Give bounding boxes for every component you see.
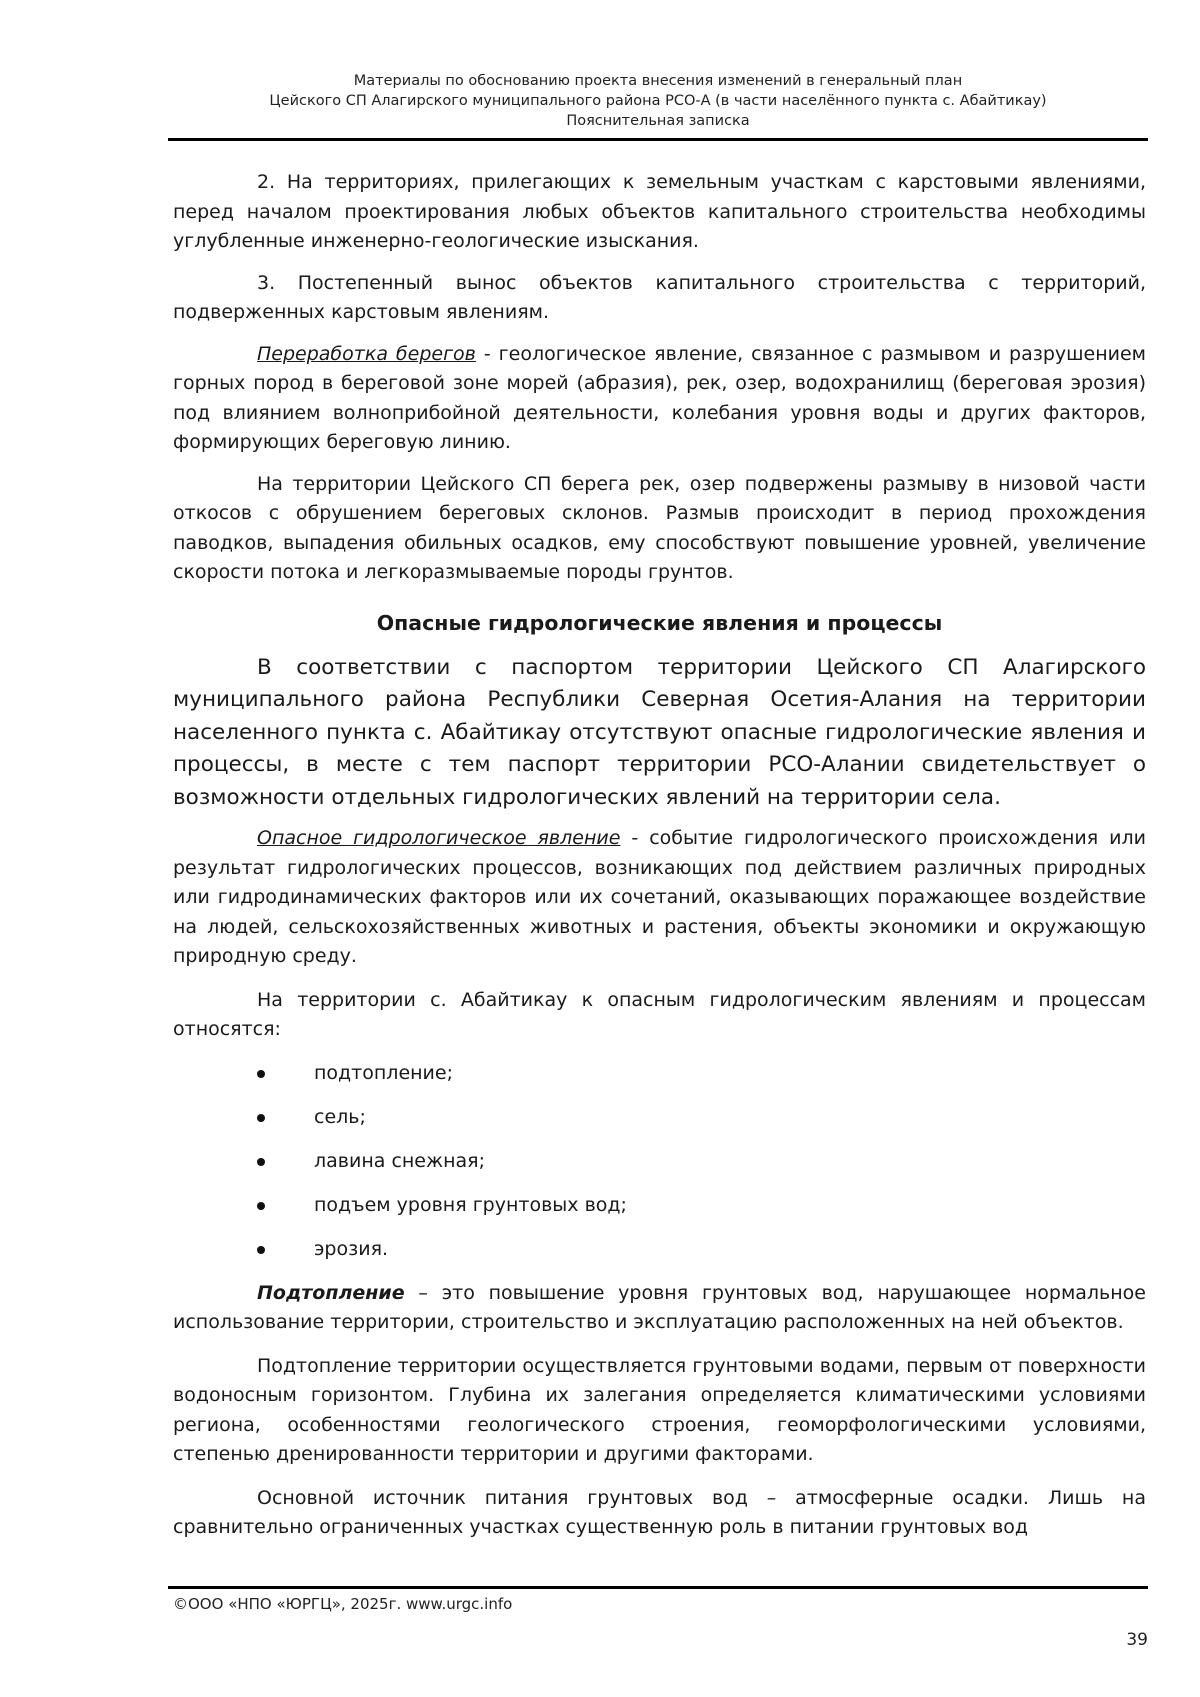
term-shore-processing: Переработка берегов	[257, 342, 476, 365]
paragraph-flooding-definition	[173, 1279, 1146, 1338]
header-divider	[168, 138, 1148, 141]
page-header	[168, 71, 1148, 131]
paragraph-groundwater-source: Основной источник питания грунтовых вод – атмосферные осадки. Лишь на сравнительно ограниченных участках существенную роль в питании грунтовых вод	[173, 1486, 1146, 1538]
bullet-icon	[257, 1246, 265, 1254]
paragraph-hydrological-definition	[173, 824, 1146, 972]
paragraph-tseysky-shores: На территории Цейского СП берега рек, озер подвержены размыву в низовой части откосов с обрушением береговых склонов. Размыв происходит в период прохождения паводков, выпадения обильных осадков, ему способствуют повышение уровней, увеличение скорости потока и легкоразмываемые породы грунтов.	[173, 472, 1146, 583]
header-line-3: Пояснительная записка	[566, 113, 750, 129]
paragraph-item-2: 2. На территориях, прилегающих к земельным участкам с карстовыми явлениями, перед началом проектирования любых объектов капитального строительства необходимы углубленные инженерно-геологические изыскания.	[173, 171, 1146, 252]
header-line-2: Цейского СП Алагирского муниципального района РСО-А (в части населённого пункта с. Абайтикау)	[269, 93, 1047, 109]
list-item: сель;	[173, 1103, 1146, 1132]
definition-hydrological-phenomenon: - событие гидрологического происхождения или результат гидрологических процессов, возникающих под действием различных природных или гидродинамических факторов или их сочетаний, оказывающих поражающее воздействие на людей, сельскохозяйственных животных и растения, объекты экономики и окружающую природную среду.	[173, 827, 1147, 967]
bullet-icon	[257, 1114, 265, 1122]
term-flooding: Подтопление	[257, 1281, 405, 1304]
header-line-1: Материалы по обоснованию проекта внесения изменений в генеральный план	[353, 73, 963, 89]
list-item: эрозия.	[173, 1235, 1146, 1264]
paragraph-phenomena-intro: На территории с. Абайтикау к опасным гидрологическим явлениям и процессам относятся:	[173, 988, 1146, 1040]
paragraph-shore-processing	[173, 340, 1146, 458]
paragraph-item-3: 3. Постепенный вынос объектов капитального строительства с территорий, подверженных карстовым явлениям.	[173, 271, 1146, 323]
definition-shore-processing: - геологическое явление, связанное с размывом и разрушением горных пород в береговой зоне морей (абразия), рек, озер, водохранилищ (береговая эрозия) под влиянием волноприбойной деятельности, колебания уровня воды и других факторов, формирующих береговую линию.	[173, 342, 1146, 453]
bullet-icon	[257, 1202, 265, 1210]
term-hydrological-phenomenon: Опасное гидрологическое явление	[257, 827, 621, 849]
bullet-icon	[257, 1158, 265, 1166]
bullet-icon	[257, 1070, 265, 1078]
list-item: лавина снежная;	[173, 1147, 1146, 1176]
footer-divider	[168, 1586, 1148, 1589]
list-item: подтопление;	[173, 1059, 1146, 1088]
footer-copyright: ©ООО «НПО «ЮРГЦ», 2025г. www.urgc.info	[173, 1595, 513, 1613]
list-item: подъем уровня грунтовых вод;	[173, 1191, 1146, 1220]
paragraph-flooding-groundwater: Подтопление территории осуществляется грунтовыми водами, первым от поверхности водоносным горизонтом. Глубина их залегания определяется климатическими условиями региона, особенностями геологического строения, геоморфологическими условиями, степенью дренированности территории и другими факторами.	[173, 1354, 1146, 1465]
paragraph-territory-passport: В соответствии с паспортом территории Цейского СП Алагирского муниципального района Республики Северная Осетия-Алания на территории населенного пункта с. Абайтикау отсутствуют опасные гидрологические явления и процессы, в месте с тем паспорт территории РСО-Алании свидетельствует о возможности отдельных гидрологических явлений на территории села.	[173, 654, 1146, 810]
definition-flooding: – это повышение уровня грунтовых вод, нарушающее нормальное использование территории, строительство и эксплуатацию расположенных на ней объектов.	[173, 1281, 1146, 1333]
page-number: 39	[1126, 1630, 1148, 1650]
document-body	[173, 168, 1146, 1555]
section-heading: Опасные гидрологические явления и процессы	[376, 610, 943, 635]
phenomena-list	[173, 1059, 1146, 1264]
